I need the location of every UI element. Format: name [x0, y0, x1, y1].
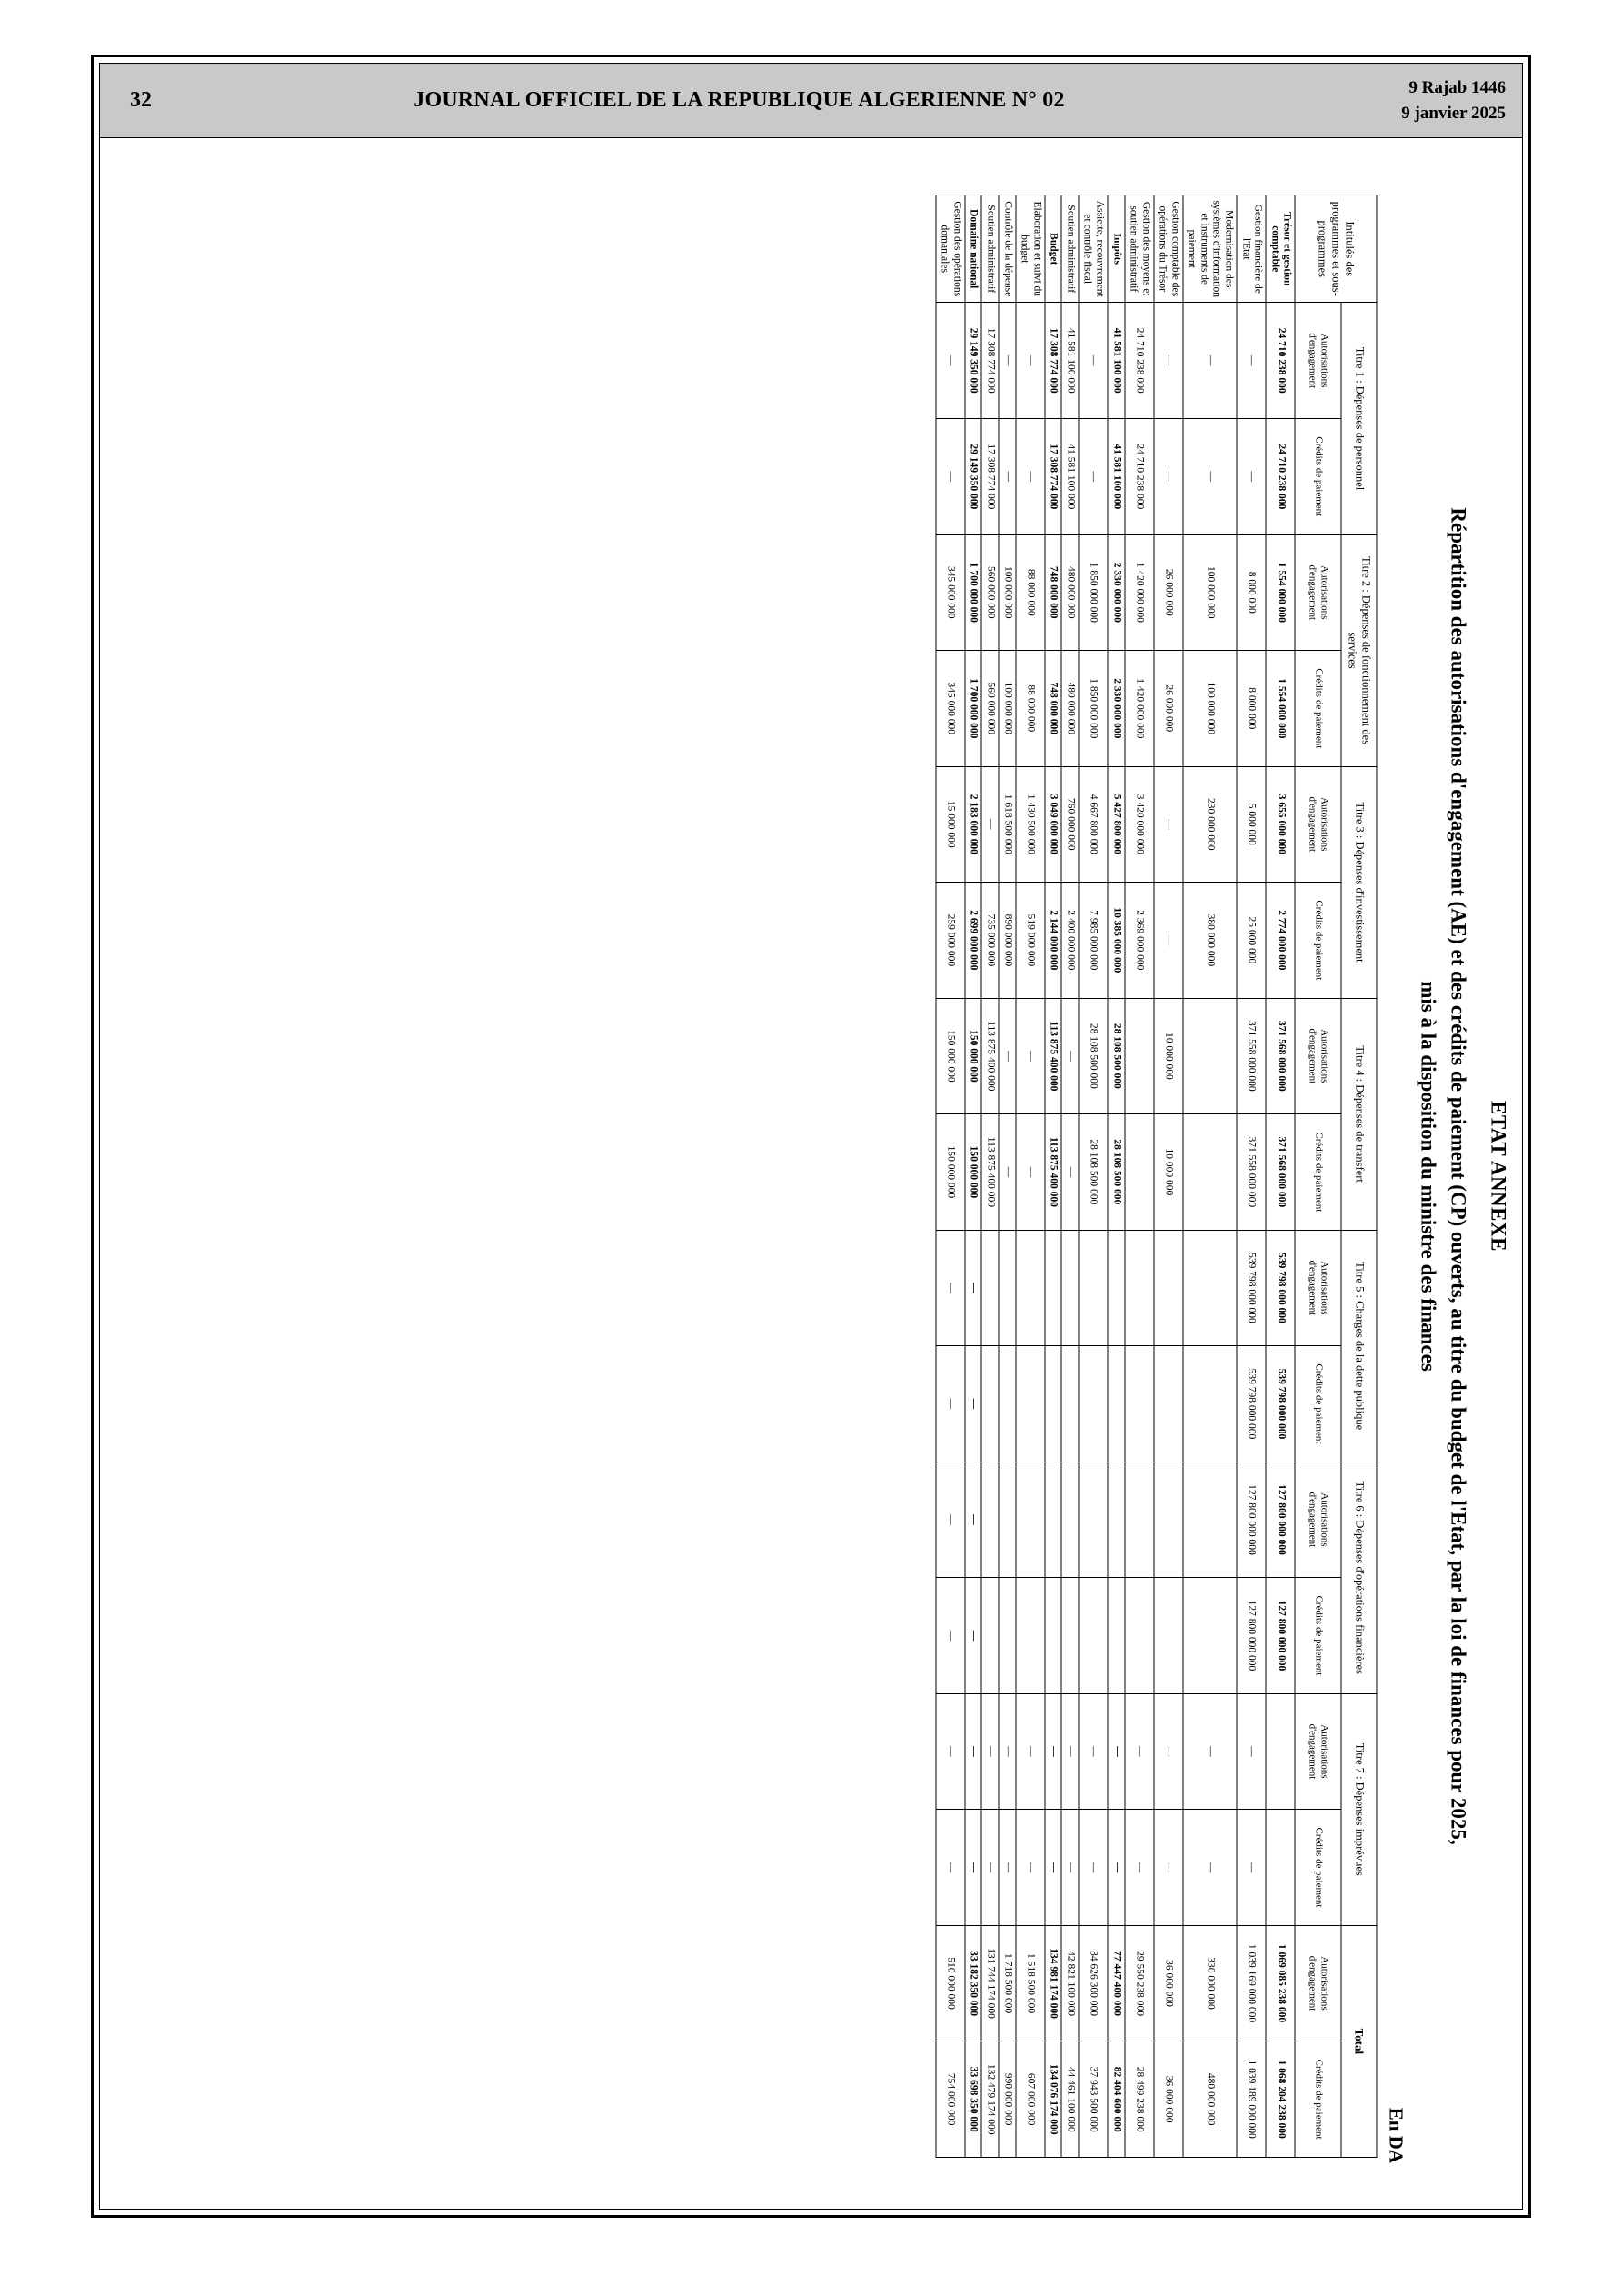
table-cell: 3 655 000 000: [1266, 766, 1295, 883]
table-cell: —: [1015, 1810, 1044, 1926]
table-cell: [981, 1462, 999, 1578]
table-cell: [1044, 1462, 1061, 1578]
table-cell: [1124, 1462, 1153, 1578]
table-cell: 24 710 238 000: [1124, 419, 1153, 535]
col-sub-header: Autorisations d'engagement: [1295, 1462, 1341, 1578]
table-cell: 539 798 000 000: [1237, 1230, 1266, 1346]
table-head-subs: [1295, 195, 1341, 2158]
table-cell: 2 774 000 000: [1266, 883, 1295, 999]
row-label: Assiette, recouvrement et contrôle fiscal: [1078, 195, 1107, 303]
date-hijri: 9 Rajab 1446: [1408, 77, 1506, 97]
table-cell: 1 850 000 000: [1078, 534, 1107, 651]
table-cell: —: [999, 1810, 1016, 1926]
col-sub-header: Crédits de paiement: [1295, 419, 1341, 535]
col-sub-header: Crédits de paiement: [1295, 651, 1341, 767]
table-row: [1044, 195, 1061, 2158]
table-cell: 1 554 000 000: [1266, 651, 1295, 767]
table-cell: —: [964, 1462, 981, 1578]
row-label: Domaine national: [964, 195, 981, 303]
rotated-inner: [100, 138, 1523, 2210]
table-cell: —: [999, 1693, 1016, 1810]
table-cell: 2 699 000 000: [964, 883, 981, 999]
table-cell: [1153, 1462, 1182, 1578]
row-label: Contrôle de la dépense: [999, 195, 1016, 303]
table-cell: 4 667 800 000: [1078, 766, 1107, 883]
table-cell: 28 108 500 000: [1078, 1114, 1107, 1231]
table-cell: —: [981, 766, 999, 883]
table-cell: 36 000 000: [1153, 2041, 1182, 2158]
table-row: [1061, 195, 1079, 2158]
table-cell: [1044, 1230, 1061, 1346]
table-cell: 2 183 000 000: [964, 766, 981, 883]
table-row: [1124, 195, 1153, 2158]
table-cell: —: [1237, 419, 1266, 535]
table-cell: [1061, 1230, 1079, 1346]
journal-title: JOURNAL OFFICIEL DE LA REPUBLIQUE ALGERIENNE N° 02: [413, 88, 1065, 112]
table-cell: —: [1061, 1810, 1079, 1926]
table-cell: 990 000 000: [999, 2041, 1016, 2158]
table-cell: —: [1182, 1810, 1236, 1926]
table-cell: —: [1153, 766, 1182, 883]
journal-page: [91, 55, 1531, 2218]
table-cell: 42 821 100 000: [1061, 1925, 1079, 2041]
table-cell: 371 558 000 000: [1237, 1114, 1266, 1231]
table-cell: [1124, 1578, 1153, 1694]
table-cell: 480 000 000: [1061, 534, 1079, 651]
table-cell: [1061, 1462, 1079, 1578]
row-label: Impôts: [1108, 195, 1125, 303]
table-cell: —: [1061, 998, 1079, 1114]
table-cell: —: [1061, 1114, 1079, 1231]
table-cell: —: [1237, 1810, 1266, 1926]
table-cell: 29 149 350 000: [964, 303, 981, 419]
table-cell: —: [981, 1693, 999, 1810]
col-sub-header: Crédits de paiement: [1295, 2041, 1341, 2158]
table-cell: 480 000 000: [1182, 2041, 1236, 2158]
table-cell: 113 875 400 000: [1044, 1114, 1061, 1231]
table-cell: 29 550 238 000: [1124, 1925, 1153, 2041]
table-cell: [999, 1346, 1016, 1462]
table-cell: 2 400 000 000: [1061, 883, 1079, 999]
table-cell: 134 981 174 000: [1044, 1925, 1061, 2041]
table-cell: 127 800 000 000: [1237, 1462, 1266, 1578]
table-cell: —: [1015, 419, 1044, 535]
table-head: [1295, 195, 1377, 2158]
table-cell: [1266, 1693, 1295, 1810]
table-row: [981, 195, 999, 2158]
table-cell: 15 000 000: [935, 766, 964, 883]
table-cell: [1015, 1462, 1044, 1578]
table-cell: —: [1078, 1693, 1107, 1810]
table-row: [1237, 195, 1266, 2158]
table-cell: [1182, 1230, 1236, 1346]
table-cell: —: [1124, 1810, 1153, 1926]
table-cell: —: [999, 303, 1016, 419]
table-cell: —: [1124, 1693, 1153, 1810]
table-cell: —: [1061, 1693, 1079, 1810]
table-cell: 890 000 000: [999, 883, 1016, 999]
table-cell: —: [1153, 1693, 1182, 1810]
table-cell: 26 000 000: [1153, 534, 1182, 651]
table-cell: 88 000 000: [1015, 651, 1044, 767]
table-cell: —: [1237, 303, 1266, 419]
table-cell: 539 798 000 000: [1266, 1346, 1295, 1462]
table-cell: [1061, 1346, 1079, 1462]
table-cell: [1078, 1346, 1107, 1462]
table-cell: [1044, 1578, 1061, 1694]
table-cell: —: [1108, 1810, 1125, 1926]
table-cell: 10 385 000 000: [1108, 883, 1125, 999]
table-cell: 100 000 000: [1182, 651, 1236, 767]
table-cell: 1 718 500 000: [999, 1925, 1016, 2041]
table-cell: [1182, 1346, 1236, 1462]
table-cell: —: [964, 1230, 981, 1346]
table-cell: 748 000 000: [1044, 651, 1061, 767]
table-cell: 131 744 174 000: [981, 1925, 999, 2041]
table-cell: [1182, 998, 1236, 1114]
annex-title-line-2: mis à la disposition du ministre des finances: [1416, 981, 1439, 1372]
table-cell: 28 499 238 000: [1124, 2041, 1153, 2158]
table-cell: 17 308 774 000: [981, 303, 999, 419]
table-cell: —: [1153, 419, 1182, 535]
table-cell: [1124, 1230, 1153, 1346]
table-cell: —: [999, 1114, 1016, 1231]
table-cell: 17 308 774 000: [1044, 303, 1061, 419]
table-cell: 100 000 000: [999, 534, 1016, 651]
table-cell: —: [964, 1693, 981, 1810]
table-cell: 1 039 169 000 000: [1237, 1925, 1266, 2041]
table-cell: 1 518 500 000: [1015, 1925, 1044, 2041]
date-gregorian: 9 janvier 2025: [1401, 103, 1506, 123]
table-cell: 345 000 000: [935, 534, 964, 651]
col-header-labels: Intitulés des programmes et sous-programmes: [1295, 195, 1377, 303]
table-cell: 44 461 100 000: [1061, 2041, 1079, 2158]
page-number: 32: [130, 88, 152, 112]
table-cell: 41 581 100 000: [1061, 419, 1079, 535]
table-cell: [1078, 1462, 1107, 1578]
table-cell: 134 076 174 000: [1044, 2041, 1061, 2158]
col-sub-header: Crédits de paiement: [1295, 1346, 1341, 1462]
table-cell: 77 447 400 000: [1108, 1925, 1125, 2041]
row-label: Gestion des opérations domaniales: [935, 195, 964, 303]
table-cell: —: [1015, 303, 1044, 419]
table-row: [1182, 195, 1236, 2158]
table-cell: 28 108 500 000: [1108, 998, 1125, 1114]
table-cell: —: [964, 1346, 981, 1462]
table-cell: —: [1153, 1810, 1182, 1926]
table-cell: 1 700 000 000: [964, 534, 981, 651]
table-cell: 371 568 000 000: [1266, 998, 1295, 1114]
table-cell: 82 404 600 000: [1108, 2041, 1125, 2158]
annex-sheet: [100, 138, 1523, 2210]
table-cell: 519 000 000: [1015, 883, 1044, 999]
table-cell: [999, 1578, 1016, 1694]
table-cell: [1108, 1578, 1125, 1694]
table-cell: 8 000 000: [1237, 651, 1266, 767]
table-cell: 24 710 238 000: [1124, 303, 1153, 419]
table-cell: [1153, 1346, 1182, 1462]
table-row: [1078, 195, 1107, 2158]
table-cell: 132 479 174 000: [981, 2041, 999, 2158]
row-label: Gestion comptable des opérations du Trésor: [1153, 195, 1182, 303]
table-cell: 1 554 000 000: [1266, 534, 1295, 651]
table-cell: —: [935, 1462, 964, 1578]
table-cell: [1182, 1114, 1236, 1231]
table-cell: 113 875 400 000: [981, 1114, 999, 1231]
annex-titles: [1412, 153, 1509, 2200]
col-sub-header: Autorisations d'engagement: [1295, 534, 1341, 651]
col-sub-header: Autorisations d'engagement: [1295, 1925, 1341, 2041]
table-cell: 1 420 000 000: [1124, 651, 1153, 767]
table-cell: —: [935, 1693, 964, 1810]
page-inner-frame: [99, 63, 1523, 2210]
table-cell: 560 000 000: [981, 651, 999, 767]
table-cell: —: [981, 1810, 999, 1926]
table-cell: —: [1015, 1693, 1044, 1810]
table-cell: [1153, 1230, 1182, 1346]
table-cell: 3 049 000 000: [1044, 766, 1061, 883]
table-cell: —: [935, 1578, 964, 1694]
table-cell: 7 985 000 000: [1078, 883, 1107, 999]
table-cell: —: [1015, 1114, 1044, 1231]
table-cell: 100 000 000: [1182, 534, 1236, 651]
table-cell: [1124, 998, 1153, 1114]
table-cell: [999, 1230, 1016, 1346]
table-cell: 36 000 000: [1153, 1925, 1182, 2041]
table-cell: 259 000 000: [935, 883, 964, 999]
table-cell: 510 000 000: [935, 1925, 964, 2041]
table-cell: —: [935, 1810, 964, 1926]
table-cell: —: [999, 998, 1016, 1114]
col-group-header: Titre 1 : Dépenses de personnel: [1341, 303, 1377, 534]
table-cell: [1078, 1578, 1107, 1694]
table-cell: 539 798 000 000: [1237, 1346, 1266, 1462]
table-cell: 539 798 000 000: [1266, 1230, 1295, 1346]
table-cell: 371 568 000 000: [1266, 1114, 1295, 1231]
table-cell: 607 000 000: [1015, 2041, 1044, 2158]
table-cell: 560 000 000: [981, 534, 999, 651]
row-label: Soutien administratif: [981, 195, 999, 303]
table-cell: [981, 1346, 999, 1462]
col-sub-header: Autorisations d'engagement: [1295, 303, 1341, 419]
col-group-header: Titre 2 : Dépenses de fonctionnement des services: [1341, 534, 1377, 766]
col-group-header: Titre 4 : Dépenses de transfert: [1341, 998, 1377, 1230]
table-cell: 1 039 189 000 000: [1237, 2041, 1266, 2158]
table-cell: 33 698 350 000: [964, 2041, 981, 2158]
table-cell: [1015, 1346, 1044, 1462]
col-group-header: Titre 5 : Charges de la dette publique: [1341, 1230, 1377, 1462]
row-label: Gestion des moyens et soutien administratif: [1124, 195, 1153, 303]
table-row: [1266, 195, 1295, 2158]
table-cell: 1 420 000 000: [1124, 534, 1153, 651]
table-cell: 34 626 300 000: [1078, 1925, 1107, 2041]
table-cell: —: [1182, 303, 1236, 419]
table-cell: 1 850 000 000: [1078, 651, 1107, 767]
table-cell: [1061, 1578, 1079, 1694]
table-cell: 41 581 100 000: [1108, 419, 1125, 535]
table-cell: [1124, 1346, 1153, 1462]
table-cell: 17 308 774 000: [1044, 419, 1061, 535]
table-cell: —: [1153, 303, 1182, 419]
table-cell: 2 330 000 000: [1108, 534, 1125, 651]
rotated-content-area: [100, 138, 1523, 2210]
table-cell: 5 427 800 000: [1108, 766, 1125, 883]
table-cell: 150 000 000: [964, 1114, 981, 1231]
table-cell: [981, 1230, 999, 1346]
row-label: Gestion financière de l'Etat: [1237, 195, 1266, 303]
table-cell: 1 430 500 000: [1015, 766, 1044, 883]
table-row: [1108, 195, 1125, 2158]
table-row: [964, 195, 981, 2158]
table-cell: 113 875 400 000: [981, 998, 999, 1114]
table-cell: 2 144 000 000: [1044, 883, 1061, 999]
table-cell: [1108, 1230, 1125, 1346]
table-cell: —: [1078, 419, 1107, 535]
table-cell: 748 000 000: [1044, 534, 1061, 651]
table-row: [1015, 195, 1044, 2158]
running-head: [100, 64, 1522, 138]
table-cell: —: [935, 303, 964, 419]
table-row: [935, 195, 964, 2158]
table-cell: —: [1044, 1810, 1061, 1926]
table-cell: —: [1182, 1693, 1236, 1810]
table-cell: 1 618 500 000: [999, 766, 1016, 883]
table-cell: 760 000 000: [1061, 766, 1079, 883]
col-sub-header: Autorisations d'engagement: [1295, 1693, 1341, 1810]
table-cell: 754 000 000: [935, 2041, 964, 2158]
table-cell: 127 800 000 000: [1266, 1462, 1295, 1578]
table-cell: 29 149 350 000: [964, 419, 981, 535]
table-cell: [1015, 1230, 1044, 1346]
table-head-groups: [1341, 195, 1377, 2158]
table-cell: —: [1078, 303, 1107, 419]
table-cell: [1015, 1578, 1044, 1694]
col-sub-header: Crédits de paiement: [1295, 1114, 1341, 1231]
table-cell: —: [999, 419, 1016, 535]
table-cell: 380 000 000: [1182, 883, 1236, 999]
table-cell: 330 000 000: [1182, 1925, 1236, 2041]
table-cell: 2 369 000 000: [1124, 883, 1153, 999]
table-cell: —: [1153, 883, 1182, 999]
table-cell: [981, 1578, 999, 1694]
table-cell: 17 308 774 000: [981, 419, 999, 535]
row-label: Budget: [1044, 195, 1061, 303]
table-cell: —: [964, 1578, 981, 1694]
table-cell: 88 000 000: [1015, 534, 1044, 651]
row-label: Soutien administratif: [1061, 195, 1079, 303]
col-sub-header: Autorisations d'engagement: [1295, 1230, 1341, 1346]
table-cell: 345 000 000: [935, 651, 964, 767]
budget-table: [935, 195, 1378, 2158]
table-cell: 3 420 000 000: [1124, 766, 1153, 883]
annex-label: ETAT ANNEXE: [1487, 1101, 1509, 1252]
table-cell: 735 000 000: [981, 883, 999, 999]
table-cell: 33 182 350 000: [964, 1925, 981, 2041]
row-label: Elaboration et suivi du budget: [1015, 195, 1044, 303]
col-sub-header: Crédits de paiement: [1295, 1810, 1341, 1926]
table-cell: 5 000 000: [1237, 766, 1266, 883]
table-cell: 10 000 000: [1153, 1114, 1182, 1231]
table-cell: [1108, 1462, 1125, 1578]
table-cell: [1182, 1462, 1236, 1578]
table-cell: [1266, 1810, 1295, 1926]
table-cell: 1 700 000 000: [964, 651, 981, 767]
table-cell: [1078, 1230, 1107, 1346]
table-cell: 28 108 500 000: [1078, 998, 1107, 1114]
table-cell: 150 000 000: [935, 1114, 964, 1231]
table-row: [1153, 195, 1182, 2158]
table-row: [999, 195, 1016, 2158]
table-cell: 371 558 000 000: [1237, 998, 1266, 1114]
row-label: Modernisation des systèmes d'information et instruments de paiement: [1182, 195, 1236, 303]
table-cell: 150 000 000: [964, 998, 981, 1114]
col-group-header: Titre 7 : Dépenses imprévues: [1341, 1693, 1377, 1925]
table-cell: [1044, 1346, 1061, 1462]
table-cell: —: [1182, 419, 1236, 535]
table-cell: —: [1015, 998, 1044, 1114]
col-sub-header: Crédits de paiement: [1295, 883, 1341, 999]
table-cell: —: [935, 419, 964, 535]
table-cell: 1 069 085 238 000: [1266, 1925, 1295, 2041]
table-cell: 8 000 000: [1237, 534, 1266, 651]
table-cell: 24 710 238 000: [1266, 303, 1295, 419]
table-cell: 10 000 000: [1153, 998, 1182, 1114]
table-cell: 28 108 500 000: [1108, 1114, 1125, 1231]
col-sub-header: Autorisations d'engagement: [1295, 998, 1341, 1114]
table-cell: 41 581 100 000: [1061, 303, 1079, 419]
header-dates: [1297, 75, 1522, 125]
col-sub-header: Autorisations d'engagement: [1295, 766, 1341, 883]
table-cell: [1182, 1578, 1236, 1694]
table-cell: 100 000 000: [999, 651, 1016, 767]
table-cell: 26 000 000: [1153, 651, 1182, 767]
table-cell: 150 000 000: [935, 998, 964, 1114]
table-cell: —: [1237, 1693, 1266, 1810]
table-cell: —: [935, 1230, 964, 1346]
annex-title-line-1: Répartition des autorisations d'engagement (AE) et des crédits de paiement (CP) ouverts, au titre du budget de l'Etat, par la loi de finances pour 2025,: [1447, 507, 1469, 1845]
table-cell: [1108, 1346, 1125, 1462]
table-cell: 480 000 000: [1061, 651, 1079, 767]
table-cell: 113 875 400 000: [1044, 998, 1061, 1114]
table-cell: —: [1108, 1693, 1125, 1810]
table-cell: 1 068 204 238 000: [1266, 2041, 1295, 2158]
table-cell: —: [964, 1810, 981, 1926]
table-cell: —: [1044, 1693, 1061, 1810]
table-cell: 230 000 000: [1182, 766, 1236, 883]
table-cell: [1124, 1114, 1153, 1231]
table-cell: 25 000 000: [1237, 883, 1266, 999]
currency-unit: En DA: [1385, 2107, 1408, 2163]
col-group-header: Titre 6 : Dépenses d'opérations financières: [1341, 1462, 1377, 1693]
table-cell: 37 943 500 000: [1078, 2041, 1107, 2158]
table-cell: 24 710 238 000: [1266, 419, 1295, 535]
table-cell: 41 581 100 000: [1108, 303, 1125, 419]
table-cell: [1153, 1578, 1182, 1694]
table-cell: 127 800 000 000: [1237, 1578, 1266, 1694]
col-sub-header: Crédits de paiement: [1295, 1578, 1341, 1694]
col-group-header: Total: [1341, 1925, 1377, 2157]
table-cell: [999, 1462, 1016, 1578]
table-cell: —: [1078, 1810, 1107, 1926]
table-cell: 127 800 000 000: [1266, 1578, 1295, 1694]
table-body: [935, 195, 1295, 2158]
col-group-header: Titre 3 : Dépenses d'investissement: [1341, 766, 1377, 998]
table-cell: 2 330 000 000: [1108, 651, 1125, 767]
table-cell: —: [935, 1346, 964, 1462]
row-label: Trésor et gestion comptable: [1266, 195, 1295, 303]
